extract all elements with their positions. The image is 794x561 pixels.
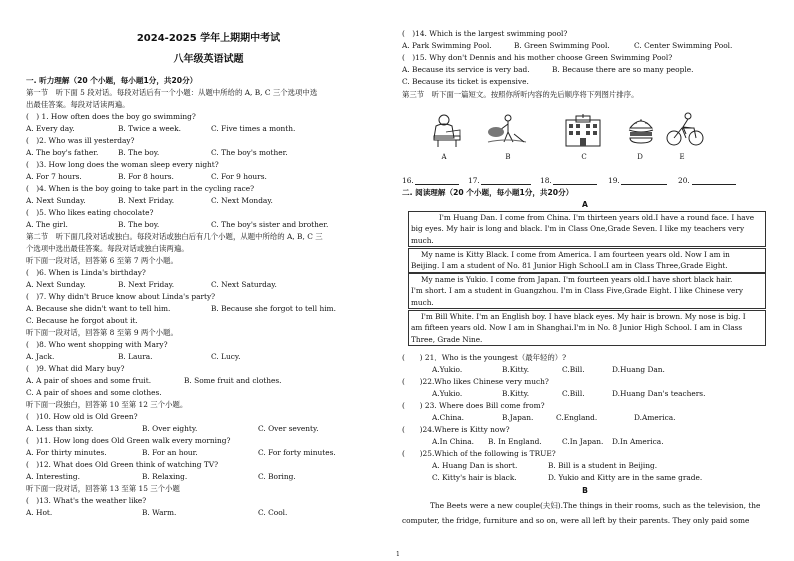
page-number: 1 — [396, 551, 400, 558]
profile-line: My name is Yukio. I come from Japan. I'm fourteen years old.I have short black hair. — [421, 275, 733, 284]
question: ( )7. Why didn't Bruce know about Linda's party? — [26, 292, 216, 301]
option-b: B.Kitty. — [502, 389, 530, 398]
option-c: C.In Japan. — [562, 437, 604, 446]
option-c: C. Cool. — [258, 508, 288, 517]
profile-line: much. — [411, 297, 434, 307]
option-a: A. Huang Dan is short. — [432, 461, 518, 470]
option-c: C. Because he forgot about it. — [26, 316, 138, 325]
option-c: C. Kitty's hair is black. — [432, 473, 517, 482]
question: ( )4. When is the boy going to take part in the cycling race? — [26, 184, 255, 193]
monologue-intro: 听下面一段独白，回答第 10 至第 12 三个小题。 — [26, 400, 188, 409]
option-c: C. Next Monday. — [211, 196, 273, 205]
section3-instruction: 第三节 听下面一篇短文。按照你所听内容的先后顺序将下列图片排序。 — [402, 90, 639, 99]
question: ( ) 1. How often does the boy go swimming? — [26, 112, 196, 121]
option-c: C. The boy's mother. — [211, 148, 288, 157]
option-c: C. Center Swimming Pool. — [634, 41, 733, 50]
answer-blank[interactable] — [692, 184, 736, 185]
option-b: B. The boy. — [118, 148, 160, 157]
passage-b-label: B — [582, 486, 588, 495]
option-b: B. Relaxing. — [142, 472, 188, 481]
answer-blank[interactable] — [553, 184, 597, 185]
option-d: D.Huang Dan. — [612, 365, 665, 374]
question: ( )15. Why don't Dennis and his mother choose Green Swimming Pool? — [402, 53, 673, 62]
question: ( )8. Who went shopping with Mary? — [26, 340, 168, 349]
option-c: C. Because its ticket is expensive. — [402, 77, 529, 86]
dialogue-intro: 听下面一段对话，回答第 8 至第 9 两个小题。 — [26, 328, 178, 337]
option-a: A. For 7 hours. — [26, 172, 82, 181]
blank-label: 17. — [468, 176, 480, 185]
profile-line: much. — [411, 235, 434, 245]
question: ( ) 21．Who is the youngest（最年轻的）? — [402, 353, 567, 362]
question: ( )12. What does Old Green think of watching TV? — [26, 460, 219, 469]
exam-title: 2024-2025 学年上期期中考试 — [136, 33, 281, 44]
picture-d-hamburger — [624, 112, 658, 148]
option-a: A. Jack. — [26, 352, 55, 361]
blank-label: 16. — [402, 176, 414, 185]
option-b: B. Warm. — [142, 508, 177, 517]
question: ( )14. Which is the largest swimming pool? — [402, 29, 568, 38]
option-b: B. Because she forgot to tell him. — [211, 304, 336, 313]
option-b: B. Green Swimming Pool. — [514, 41, 610, 50]
option-a: A. Next Sunday. — [26, 280, 86, 289]
profile-line: Three, Grade Nine. — [411, 334, 483, 344]
option-c: C. Over seventy. — [258, 424, 319, 433]
picture-e-cyclist — [666, 112, 704, 148]
option-d: D.America. — [634, 413, 676, 422]
option-b: B. In England. — [488, 437, 542, 446]
question: ( )11. How long does Old Green walk every morning? — [26, 436, 231, 445]
profile-box-bill-white — [408, 310, 766, 346]
option-a: A.Yukio. — [432, 365, 463, 374]
answer-blank[interactable] — [621, 184, 667, 185]
option-a: A. Park Swimming Pool. — [402, 41, 492, 50]
listening-part-title: 一. 听力理解（20 个小题，每小题1分，共20分） — [26, 76, 198, 85]
question: ( )5. Who likes eating chocolate? — [26, 208, 154, 217]
profile-box-huang-dan — [408, 211, 766, 247]
passage-b-line: The Beets were a new couple(夫妇).The things in their rooms, such as the television, the — [430, 501, 761, 510]
profile-line: am fifteen years old. Now I am in Shanghai.I'm in No. 8 Junior High School. I am in Class — [411, 323, 743, 333]
answer-blank[interactable] — [415, 184, 459, 185]
option-a: A. Hot. — [26, 508, 53, 517]
question: ( )25.Which of the following is TRUE? — [402, 449, 556, 458]
option-c: C. For forty minutes. — [258, 448, 336, 457]
reading-part-title: 二. 阅读理解（20 个小题，每小题1分，共20分） — [402, 188, 574, 197]
option-c: C.England. — [556, 413, 598, 422]
picture-label: E — [679, 153, 685, 161]
profile-line: I'm short. I am a student in Guangzhou. I'm in Class Five,Grade Eight. I like Chinese very — [411, 286, 743, 296]
option-a: A. Every day. — [26, 124, 75, 133]
option-a: A. Next Sunday. — [26, 196, 86, 205]
profile-line: My name is Kitty Black. I come from America. I am fourteen years old. Now I am in — [421, 250, 730, 259]
profile-box-yukio — [408, 273, 766, 309]
section2-instruction: 个选项中选出最佳答案。每段对话或独白读两遍。 — [26, 244, 189, 253]
option-c: C. Lucy. — [211, 352, 241, 361]
option-a: A. The girl. — [26, 220, 68, 229]
option-d: D.In America. — [612, 437, 664, 446]
profile-box-kitty-black — [408, 248, 766, 273]
option-d: D. Yukio and Kitty are in the same grade. — [548, 473, 703, 482]
option-b: B. Some fruit and clothes. — [184, 376, 282, 385]
blank-label: 20. — [678, 176, 690, 185]
option-c: C.Bill. — [562, 365, 585, 374]
option-d: D.Huang Dan's teachers. — [612, 389, 706, 398]
passage-b-line: computer, the fridge, furniture and so on, were all left by their parents. They only paid some — [402, 516, 750, 525]
passage-a-label: A — [582, 200, 588, 209]
option-b: B. Bill is a student in Beijing. — [548, 461, 658, 470]
picture-c-school-building — [562, 112, 604, 148]
option-b: B.Japan. — [502, 413, 534, 422]
option-c: C. The boy's sister and brother. — [211, 220, 329, 229]
option-a: A. Because its service is very bad. — [402, 65, 530, 74]
picture-b-farmer-ploughing — [486, 112, 528, 148]
option-a: A. Interesting. — [26, 472, 80, 481]
question: ( )22.Who likes Chinese very much? — [402, 377, 549, 386]
picture-label: C — [581, 153, 587, 161]
picture-label: D — [637, 153, 643, 161]
question: ( )9. What did Mary buy? — [26, 364, 125, 373]
picture-label: B — [505, 153, 511, 161]
question: ( )10. How old is Old Green? — [26, 412, 138, 421]
option-a: A. The boy's father. — [26, 148, 99, 157]
blank-label: 19. — [608, 176, 620, 185]
section1-instruction: 第一节 听下面 5 段对话。每段对话后有一个小题：从题中所给的 A, B, C 三个选项中选 — [26, 88, 318, 97]
question: ( ) 23. Where does Bill come from? — [402, 401, 545, 410]
profile-line: Beijing. I am a student of No. 81 Junior High School.I am in Class Three,Grade Eight. — [411, 261, 728, 271]
question: ( )2. Who was ill yesterday? — [26, 136, 135, 145]
option-b: B. For 8 hours. — [118, 172, 174, 181]
blank-label: 18. — [540, 176, 552, 185]
option-a: A.China. — [432, 413, 464, 422]
option-b: B. For an hour. — [142, 448, 198, 457]
section2-instruction: 第二节 听下面几段对话或独白。每段对话或独白后有几个小题，从题中所给的 A, B, C 三 — [26, 232, 323, 241]
profile-line: big eyes. My hair is long and black. I'm in Class One,Grade Seven. I like my teachers very — [411, 224, 745, 234]
option-b: B. Twice a week. — [118, 124, 182, 133]
profile-line: I'm Huang Dan. I come from China. I'm thirteen years old.I have a round face. I have — [439, 213, 755, 222]
option-c: C. Next Saturday. — [211, 280, 277, 289]
option-b: B. Because there are so many people. — [552, 65, 694, 74]
question: ( )24.Where is Kitty now? — [402, 425, 510, 434]
option-b: B. The boy. — [118, 220, 160, 229]
dialogue-intro: 听下面一段对话，回答第 6 至第 7 两个小题。 — [26, 256, 178, 265]
option-c: C. For 9 hours. — [211, 172, 267, 181]
option-b: B.Kitty. — [502, 365, 530, 374]
dialogue-intro: 听下面一段对话，回答第 13 至第 15 三个小题 — [26, 484, 180, 493]
question: ( )13. What's the weather like? — [26, 496, 147, 505]
option-a: A. Because she didn't want to tell him. — [26, 304, 171, 313]
option-c: C. A pair of shoes and some clothes. — [26, 388, 162, 397]
question: ( )6. When is Linda's birthday? — [26, 268, 146, 277]
question: ( )3. How long does the woman sleep every night? — [26, 160, 219, 169]
profile-line: I'm Bill White. I'm an English boy. I have black eyes. My hair is brown. My nose is big. I — [421, 312, 746, 321]
option-c: C.Bill. — [562, 389, 585, 398]
picture-a-girl-reading — [430, 112, 464, 148]
option-b: B. Next Friday. — [118, 196, 175, 205]
option-b: B. Next Friday. — [118, 280, 175, 289]
option-b: B. Over eighty. — [142, 424, 198, 433]
option-a: A. Less than sixty. — [26, 424, 94, 433]
option-c: C. Five times a month. — [211, 124, 296, 133]
picture-label: A — [441, 153, 447, 161]
option-b: B. Laura. — [118, 352, 153, 361]
option-a: A.Yukio. — [432, 389, 463, 398]
option-a: A.In China. — [432, 437, 475, 446]
section1-instruction: 出最佳答案。每段对话读两遍。 — [26, 100, 130, 109]
option-c: C. Boring. — [258, 472, 296, 481]
answer-blank[interactable] — [481, 184, 531, 185]
exam-subtitle: 八年级英语试题 — [173, 54, 244, 65]
option-a: A. A pair of shoes and some fruit. — [26, 376, 152, 385]
option-a: A. For thirty minutes. — [26, 448, 107, 457]
